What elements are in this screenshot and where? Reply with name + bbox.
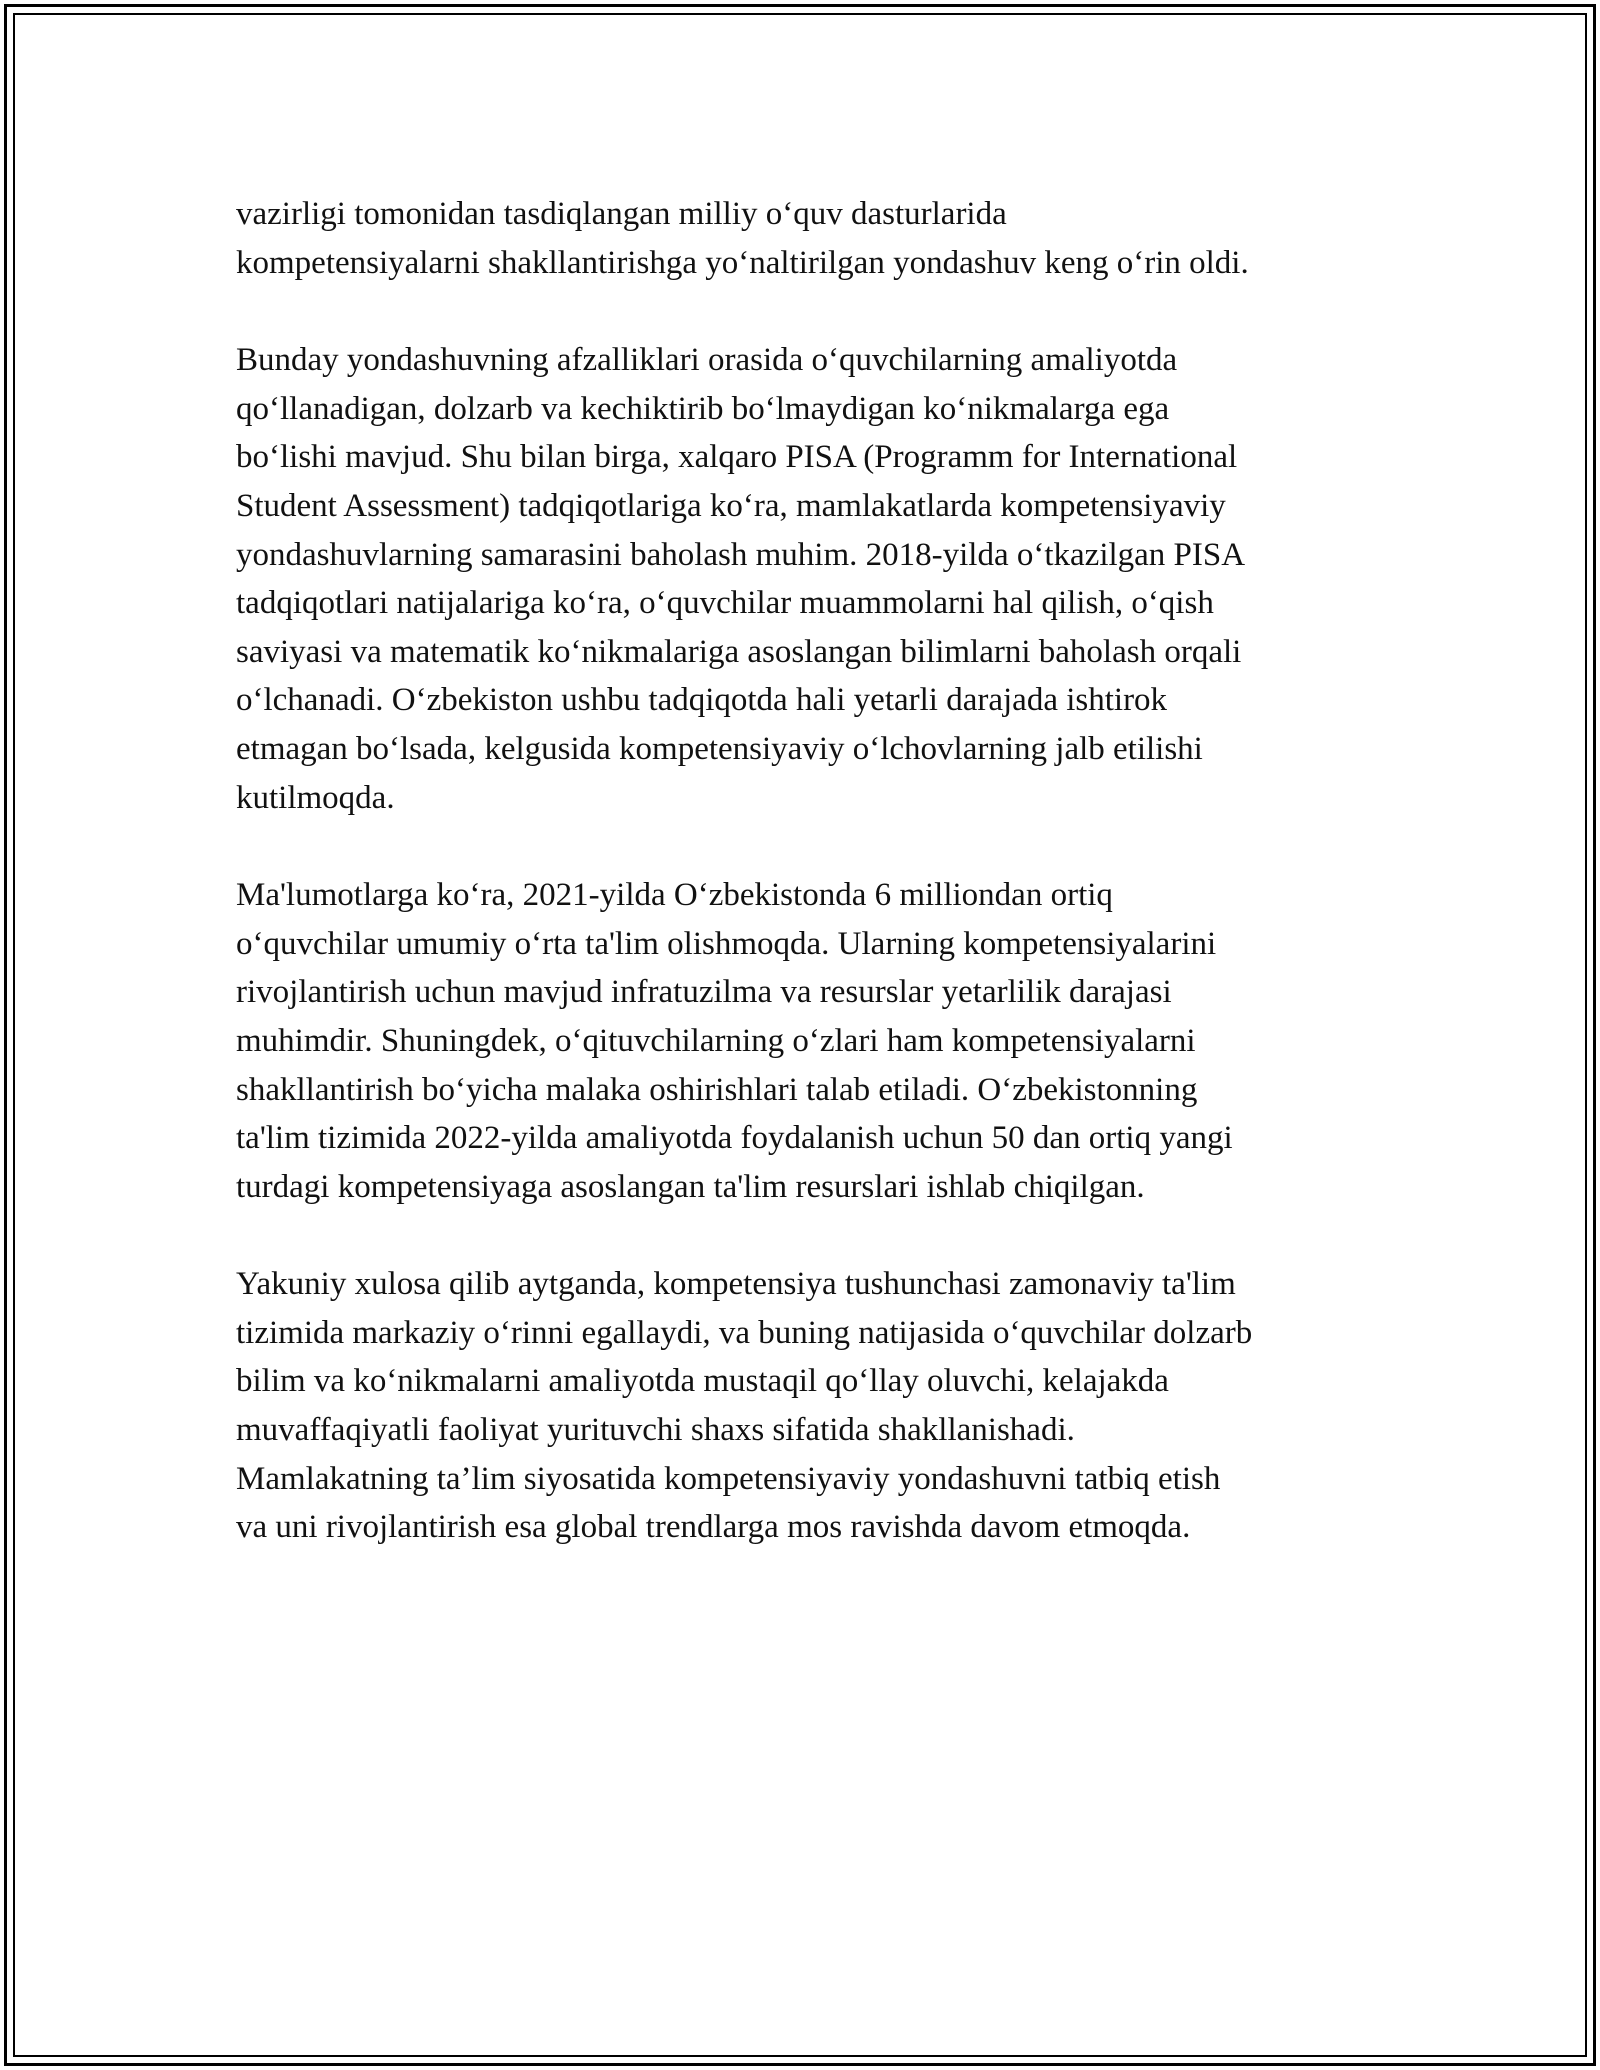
text-line: tizimida markaziy o‘rinni egallaydi, va buning natijasida o‘quvchilar dolzarb: [236, 1314, 1253, 1351]
paragraph-2: [236, 336, 1396, 822]
text-line: etmagan bo‘lsada, kelgusida kompetensiyaviy o‘lchovlarning jalb etilishi: [236, 730, 1203, 767]
text-line: muvaffaqiyatli faoliyat yurituvchi shaxs sifatida shakllanishadi.: [236, 1412, 1075, 1449]
text-line: shakllantirish bo‘yicha malaka oshirishlari talab etiladi. O‘zbekistonning: [236, 1071, 1198, 1108]
text-line: va uni rivojlantirish esa global trendlarga mos ravishda davom etmoqda.: [236, 1509, 1191, 1546]
text-line: Mamlakatning ta’lim siyosatida kompetensiyaviy yondashuvni tatbiq etish: [236, 1460, 1221, 1497]
text-line: bo‘lishi mavjud. Shu bilan birga, xalqaro PISA (Programm for International: [236, 439, 1238, 476]
text-line: ta'lim tizimida 2022-yilda amaliyotda foydalanish uchun 50 dan ortiq yangi: [236, 1120, 1233, 1157]
text-line: o‘quvchilar umumiy o‘rta ta'lim olishmoqda. Ularning kompetensiyalarini: [236, 925, 1217, 962]
text-line: Bunday yondashuvning afzalliklari orasida o‘quvchilarning amaliyotda: [236, 342, 1178, 379]
text-line: kutilmoqda.: [236, 779, 395, 816]
text-line: Student Assessment) tadqiqotlariga ko‘ra, mamlakatlarda kompetensiyaviy: [236, 487, 1226, 524]
text-line: rivojlantirish uchun mavjud infratuzilma va resurslar yetarlilik darajasi: [236, 974, 1172, 1011]
text-line: qo‘llanadigan, dolzarb va kechiktirib bo‘lmaydigan ko‘nikmalarga ega: [236, 390, 1170, 427]
text-line: saviyasi va matematik ko‘nikmalariga asoslangan bilimlarni baholash orqali: [236, 633, 1242, 670]
text-line: o‘lchanadi. O‘zbekiston ushbu tadqiqotda hali yetarli darajada ishtirok: [236, 682, 1168, 719]
paragraph-3: [236, 871, 1396, 1211]
text-line: vazirligi tomonidan tasdiqlangan milliy o‘quv dasturlarida: [236, 196, 1007, 232]
text-line: turdagi kompetensiyaga asoslangan ta'lim resurslari ishlab chiqilgan.: [236, 1168, 1145, 1205]
text-line: Ma'lumotlarga ko‘ra, 2021-yilda O‘zbekistonda 6 milliondan ortiq: [236, 877, 1113, 914]
document-body: [236, 190, 1396, 1552]
text-line: muhimdir. Shuningdek, o‘qituvchilarning o‘zlari ham kompetensiyalarni: [236, 1022, 1196, 1059]
text-line: bilim va ko‘nikmalarni amaliyotda mustaqil qo‘llay oluvchi, kelajakda: [236, 1363, 1169, 1400]
text-line: kompetensiyalarni shakllantirishga yo‘naltirilgan yondashuv keng o‘rin oldi.: [236, 244, 1249, 281]
text-line: tadqiqotlari natijalariga ko‘ra, o‘quvchilar muammolarni hal qilish, o‘qish: [236, 585, 1214, 622]
paragraph-1: [236, 190, 1396, 287]
paragraph-4: [236, 1260, 1396, 1552]
text-line: yondashuvlarning samarasini baholash muhim. 2018-yilda o‘tkazilgan PISA: [236, 536, 1246, 573]
text-line: Yakuniy xulosa qilib aytganda, kompetensiya tushunchasi zamonaviy ta'lim: [236, 1266, 1236, 1303]
